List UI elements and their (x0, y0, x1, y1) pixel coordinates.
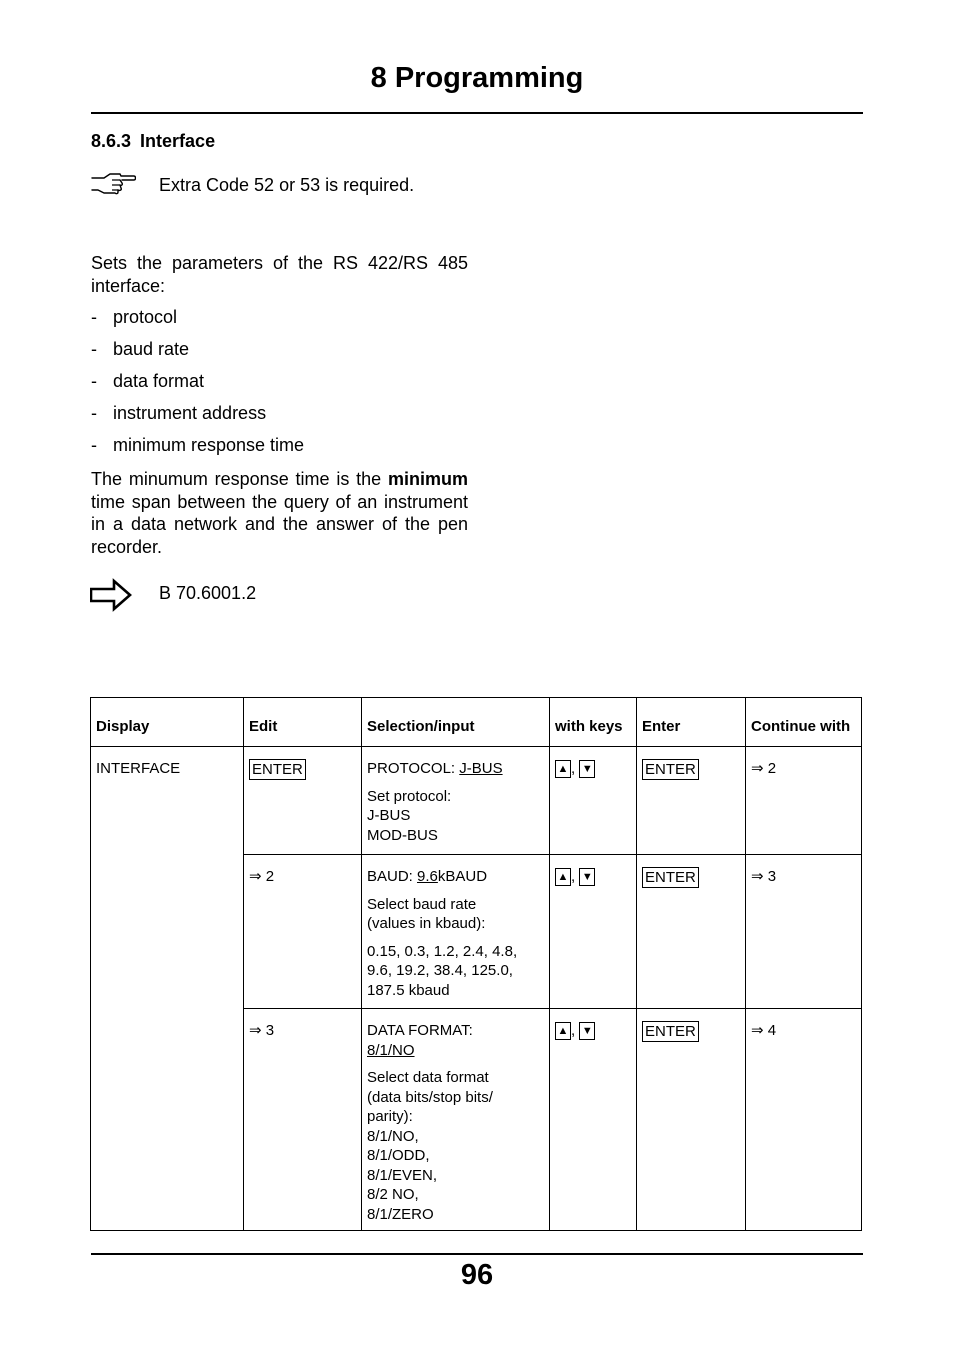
continue-cell: ⇒ 4 (746, 1009, 862, 1231)
down-arrow-key-icon: ▼ (579, 1022, 595, 1040)
list-item: - data format (91, 371, 205, 391)
up-arrow-key-icon: ▲ (555, 868, 571, 886)
selection-cell: DATA FORMAT: 8/1/NO Select data format (data bits/stop bits/ parity): 8/1/NO, 8/1/ODD, 8/1/EVEN, 8/2 NO, 8/1/ZERO (362, 1009, 550, 1231)
header-keys: with keys (550, 698, 637, 747)
keys-cell: ▲ , ▼ (550, 747, 637, 855)
enter-cell (637, 747, 746, 855)
list-item: - baud rate (91, 339, 190, 359)
enter-key: ENTER (642, 1021, 699, 1042)
continue-cell: ⇒ 3 (746, 855, 862, 1009)
enter-cell (637, 855, 746, 1009)
edit-cell: ⇒ 2 (244, 855, 362, 1009)
current-value: J-BUS (459, 760, 503, 777)
header-continue: Continue with (746, 698, 862, 747)
note-text: Extra Code 52 or 53 is required. (159, 175, 415, 195)
section-heading (91, 131, 215, 152)
edit-cell (244, 747, 362, 855)
response-time-paragraph: The minumum response time is the minimum time span between the query of an instrument in a data network and the answer of the pen recorder. (91, 469, 468, 557)
keys-cell: ▲ , ▼ (550, 855, 637, 1009)
table-row (91, 747, 862, 855)
list-item: - minimum response time (91, 435, 305, 455)
continue-cell: ⇒ 2 (746, 747, 862, 855)
table-header-row (91, 698, 862, 747)
programming-table (90, 697, 862, 1231)
reference-text: B 70.6001.2 (159, 583, 257, 603)
current-value: 9.6 (417, 868, 438, 885)
page-number: 96 (460, 1259, 494, 1291)
header-edit: Edit (244, 698, 362, 747)
up-arrow-key-icon: ▲ (555, 1022, 571, 1040)
current-value: 8/1/NO (367, 1041, 415, 1059)
parameter-list (91, 306, 468, 466)
intro-text: Sets the parameters of the RS 422/RS 485 interface: (91, 253, 468, 296)
up-arrow-key-icon: ▲ (555, 760, 571, 778)
edit-cell: ⇒ 3 (244, 1009, 362, 1231)
display-value: INTERFACE (96, 760, 181, 777)
selection-cell: BAUD: 9.6kBAUD Select baud rate (values in kbaud): 0.15, 0.3, 1.2, 2.4, 4.8, 9.6, 19.2, 38.4, 125.0, 187.5 kbaud (362, 855, 550, 1009)
enter-cell (637, 1009, 746, 1231)
footer-rule (91, 1253, 863, 1255)
header-selection: Selection/input (362, 698, 550, 747)
enter-key: ENTER (249, 759, 306, 780)
display-cell (91, 747, 244, 1231)
keys-cell: ▲ , ▼ (550, 1009, 637, 1231)
header-rule (91, 112, 863, 114)
selection-cell: PROTOCOL: J-BUS Set protocol: J-BUS MOD-BUS (362, 747, 550, 855)
enter-key: ENTER (642, 867, 699, 888)
chapter-title: 8 Programming (370, 62, 584, 94)
down-arrow-key-icon: ▼ (579, 760, 595, 778)
section-number: 8.6.3 (91, 131, 132, 151)
pointing-hand-icon (90, 170, 136, 196)
list-item: - protocol (91, 307, 178, 327)
outline-arrow-right-icon (90, 578, 132, 612)
enter-key: ENTER (642, 759, 699, 780)
down-arrow-key-icon: ▼ (579, 868, 595, 886)
section-title: Interface (140, 131, 216, 151)
header-display: Display (91, 698, 244, 747)
header-enter: Enter (637, 698, 746, 747)
list-item: - instrument address (91, 403, 267, 423)
